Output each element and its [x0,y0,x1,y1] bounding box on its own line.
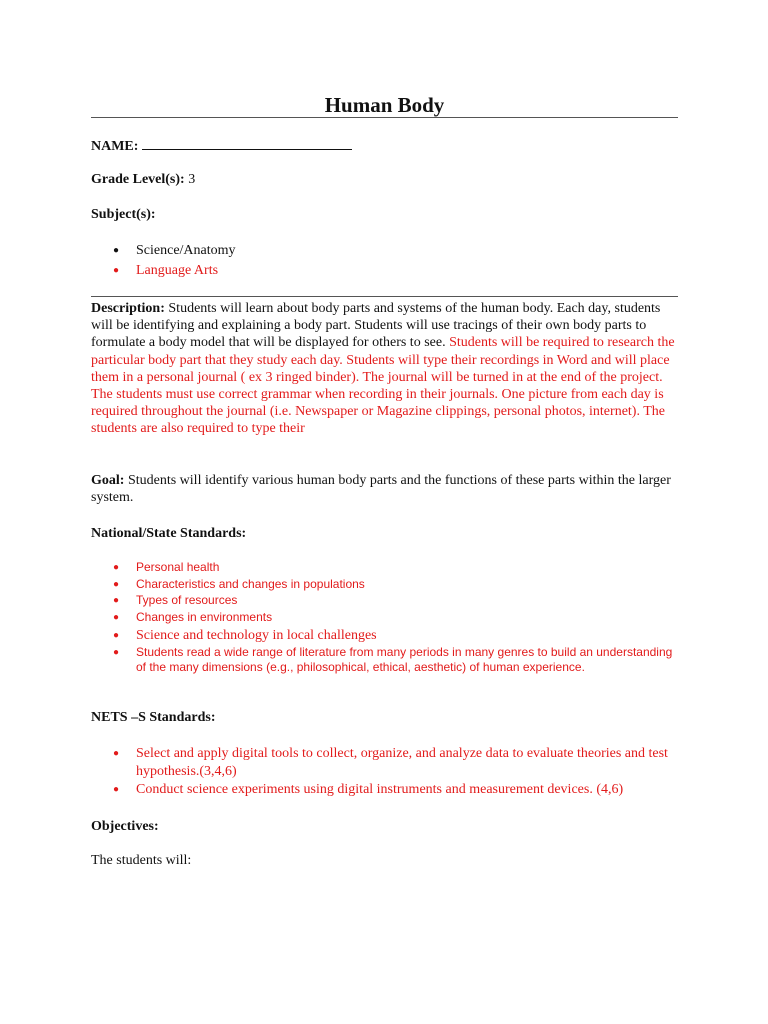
goal-paragraph [91,472,678,506]
standard-item: Personal health [136,560,220,574]
bullet-icon: ● [113,245,120,256]
list-item [91,645,678,675]
nets-standards-heading: NETS –S Standards: [91,710,216,725]
subject-item: Language Arts [136,263,219,278]
bullet-icon: ● [113,595,120,607]
national-standards-list [91,560,678,675]
bullet-icon: ● [113,629,120,641]
bullet-icon: ● [113,748,120,759]
nets-item: Select and apply digital tools to collect, organize, and analyze data to evaluate theories and test hypothesis.(3,4,6) [136,746,668,779]
nets-item: Conduct science experiments using digital instruments and measurement devices. (4,6) [136,782,624,797]
nets-standards-list [91,745,678,799]
list-item [91,610,678,625]
subjects-heading: Subject(s): [91,207,156,222]
name-label: NAME: [91,139,139,154]
bullet-icon: ● [113,578,120,590]
objectives-heading: Objectives: [91,819,159,834]
page-title: Human Body [324,93,445,117]
description-label: Description: [91,301,165,316]
standard-item: Characteristics and changes in populations [136,576,365,591]
standard-item: Types of resources [136,593,238,608]
description-text: Students will learn about body parts and systems of the human body. Each day, students will be identifying and explaining a body part. Students will use tracings of their own body parts to formulate a body model that will be displayed for others to see. [91,301,661,351]
bullet-icon: ● [113,784,120,795]
subjects-list [91,242,678,280]
subject-item: Science/Anatomy [136,243,236,258]
list-item [91,262,678,280]
list-item [91,577,678,592]
standard-item: Science and technology in local challenges [136,627,377,643]
list-item [91,627,678,645]
list-item [91,560,678,575]
description-paragraph [91,300,678,438]
list-item [91,593,678,608]
bullet-icon: ● [113,646,120,658]
bullet-icon: ● [113,265,120,276]
name-blank-line [142,136,352,150]
description-red-text: Students will be required to research the particular body part that they study each day. Students will type their recordings in Word and will place them in a personal journal ( ex 3 ringed binder). The journal will be turned in at the end of the project. The students must use correct grammar when recording in their journals. One picture from each day is required throughout the journal (i.e. Newspaper or Magazine clippings, personal photos, internet). The students are also required to type their [91,335,675,437]
list-item [91,781,678,799]
section-divider [91,296,678,297]
grade-value: 3 [188,172,196,187]
list-item [91,242,678,260]
objectives-intro: The students will: [91,853,192,868]
goal-label: Goal: [91,473,125,488]
national-standards-heading: National/State Standards: [91,526,247,541]
bullet-icon: ● [113,612,120,624]
list-item [91,745,678,781]
grade-level [91,171,195,189]
bullet-icon: ● [113,562,120,573]
grade-label: Grade Level(s): [91,172,185,187]
goal-text: Students will identify various human body parts and the functions of these parts within the larger system. [91,473,671,506]
standard-item: Students read a wide range of literature from many periods in many genres to build an understanding of the many dimensions (e.g., philosophical, ethical, aesthetic) of human experience. [136,644,673,674]
name-field [91,136,352,156]
title-divider [91,117,678,118]
standard-item: Changes in environments [136,610,273,625]
